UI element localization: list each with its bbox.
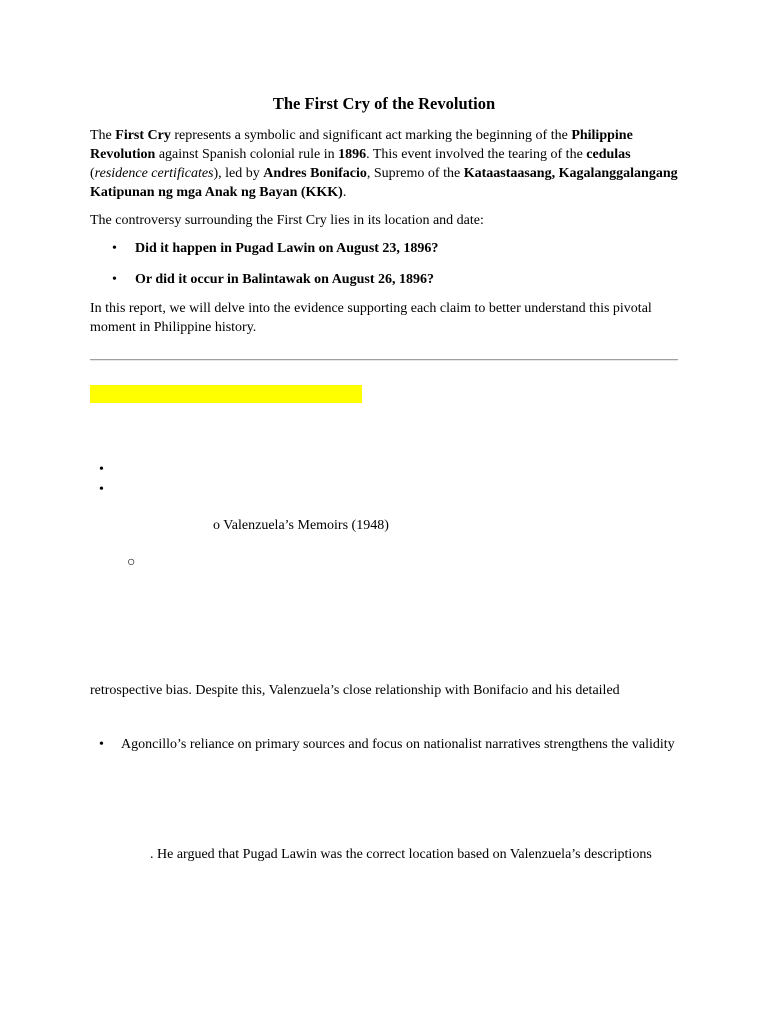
intro-italic-residence-certificates: residence certificates xyxy=(94,166,214,181)
bullet-icon: • xyxy=(112,241,117,256)
bullet-icon: • xyxy=(112,272,117,287)
intro-text: ), led by xyxy=(213,166,264,181)
argued-text-line: . He argued that Pugad Lawin was the correct location based on Valenzuela’s descriptions xyxy=(150,847,652,862)
question-text: Did it happen in Pugad Lawin on August 23, 1896? xyxy=(135,241,439,256)
intro-bold-kkk: Kataastaasang, Kagalanggalangang Katipunan ng mga Anak ng Bayan (KKK) xyxy=(90,166,678,200)
circle-bullet-icon: ○ xyxy=(127,555,136,570)
intro-text: . This event involved the tearing of the xyxy=(366,147,587,162)
list-item xyxy=(90,270,680,301)
bullet-icon: • xyxy=(99,482,104,497)
list-item xyxy=(90,239,680,270)
intro-text: ( xyxy=(90,166,95,181)
intro-bold-first-cry: First Cry xyxy=(115,128,171,143)
intro-bold-year: 1896 xyxy=(338,147,367,162)
report-paragraph: In this report, we will delve into the evidence supporting each claim to better understand this pivotal moment in Philippine history. xyxy=(90,301,652,335)
question-text: Or did it occur in Balintawak on August 26, 1896? xyxy=(135,272,434,287)
bullet-icon: • xyxy=(99,737,104,752)
intro-text: . xyxy=(342,185,347,200)
sub-item-valenzuela-memoirs: o Valenzuela’s Memoirs (1948) xyxy=(213,518,389,533)
question-list xyxy=(90,239,680,301)
retrospective-text-line: retrospective bias. Despite this, Valenzuela’s close relationship with Bonifacio and his detailed xyxy=(90,683,620,698)
intro-bold-cedulas: cedulas xyxy=(586,147,631,162)
intro-paragraph xyxy=(90,126,680,202)
controversy-paragraph: The controversy surrounding the First Cry lies in its location and date: xyxy=(90,213,484,228)
highlighted-heading-block xyxy=(90,385,362,403)
intro-text: , Supremo of the xyxy=(366,166,464,181)
intro-text: represents a symbolic and significant act marking the beginning of the xyxy=(170,128,572,143)
intro-text: The xyxy=(90,128,116,143)
agoncillo-text-line: Agoncillo’s reliance on primary sources and focus on nationalist narratives strengthens the validity xyxy=(121,737,675,752)
bullet-icon: • xyxy=(99,462,104,477)
intro-bold-philippine-revolution: Philippine Revolution xyxy=(90,128,633,162)
intro-bold-andres-bonifacio: Andres Bonifacio xyxy=(263,166,367,181)
horizontal-divider xyxy=(90,359,678,361)
document-title: The First Cry of the Revolution xyxy=(272,94,496,113)
intro-text: against Spanish colonial rule in xyxy=(155,147,339,162)
